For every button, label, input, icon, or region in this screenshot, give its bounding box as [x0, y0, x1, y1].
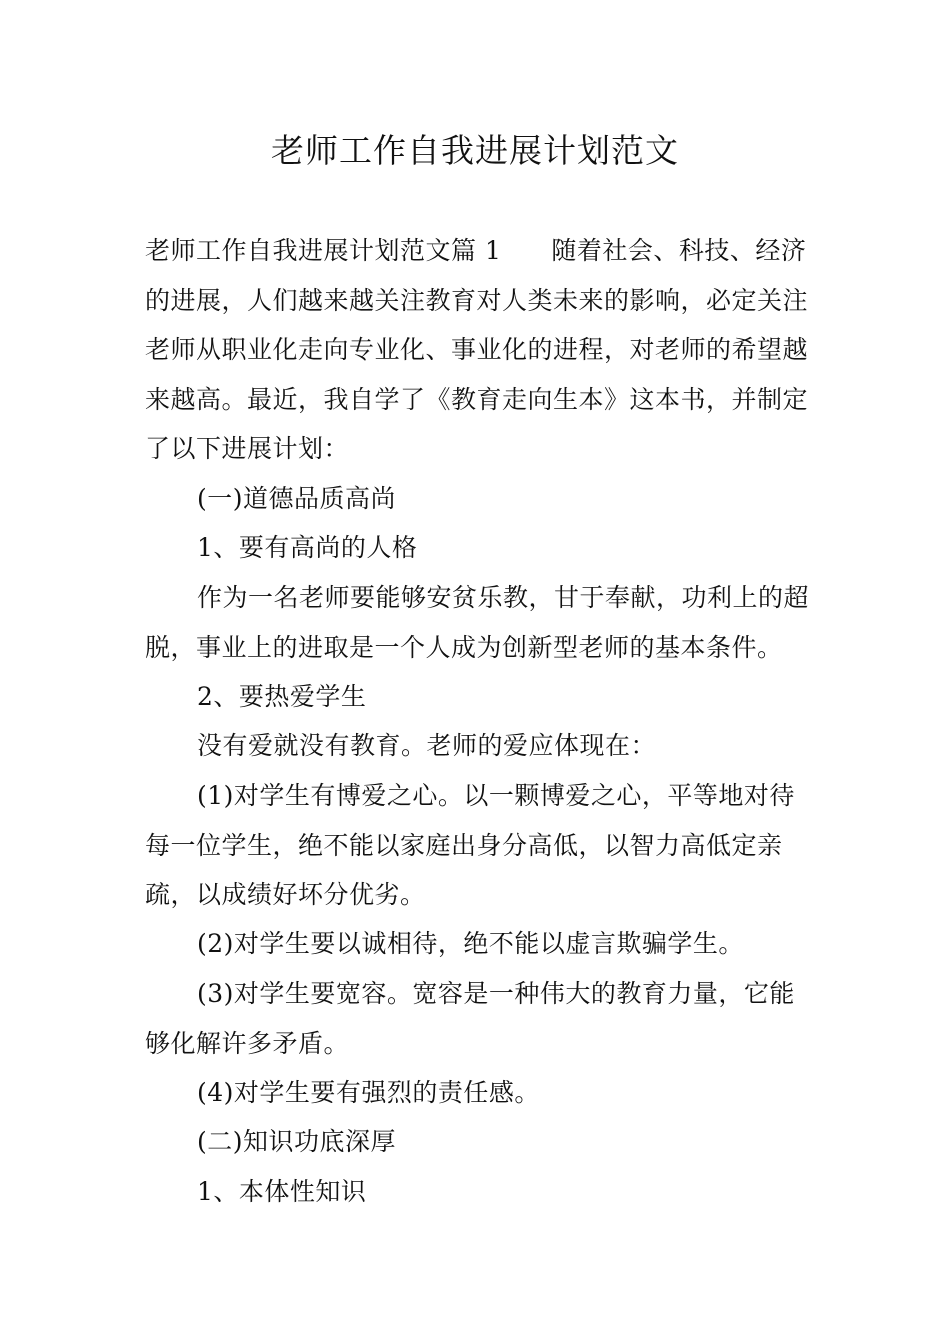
- intro-paragraph: [145, 226, 810, 474]
- paragraph-10: (二)知识功底深厚: [197, 1127, 397, 1156]
- paragraph-5: 没有爱就没有教育。老师的爱应体现在：: [197, 731, 657, 760]
- paragraph-8: (3)对学生要宽容。宽容是一种伟大的教育力量，它能够化解许多矛盾。: [145, 979, 795, 1058]
- document-title: 老师工作自我进展计划范文: [271, 131, 679, 170]
- paragraph-1: (一)道德品质高尚: [197, 484, 397, 513]
- paragraph-9: (4)对学生要有强烈的责任感。: [197, 1078, 540, 1107]
- paragraph-6: (1)对学生有博爱之心。以一颗博爱之心，平等地对待每一位学生，绝不能以家庭出身分高低，以智力高低定亲疏，以成绩好坏分优劣。: [145, 781, 795, 909]
- intro-text: 随着社会、科技、经济的进展，人们越来越关注教育对人类未来的影响，必定关注老师从职业化走向专业化、事业化的进程，对老师的希望越来越高。最近，我自学了《教育走向生本》这本书，并制定了以下进展计划：: [145, 236, 809, 463]
- paragraph-11: 1、本体性知识: [197, 1177, 367, 1206]
- paragraph-3: 作为一名老师要能够安贫乐教，甘于奉献，功利上的超脱，事业上的进取是一个人成为创新型老师的基本条件。: [145, 583, 810, 662]
- section-heading: 老师工作自我进展计划范文篇 1: [145, 236, 502, 265]
- paragraph-7: (2)对学生要以诚相待，绝不能以虚言欺骗学生。: [197, 929, 744, 958]
- paragraph-4: 2、要热爱学生: [197, 682, 367, 711]
- paragraph-2: 1、要有高尚的人格: [197, 533, 418, 562]
